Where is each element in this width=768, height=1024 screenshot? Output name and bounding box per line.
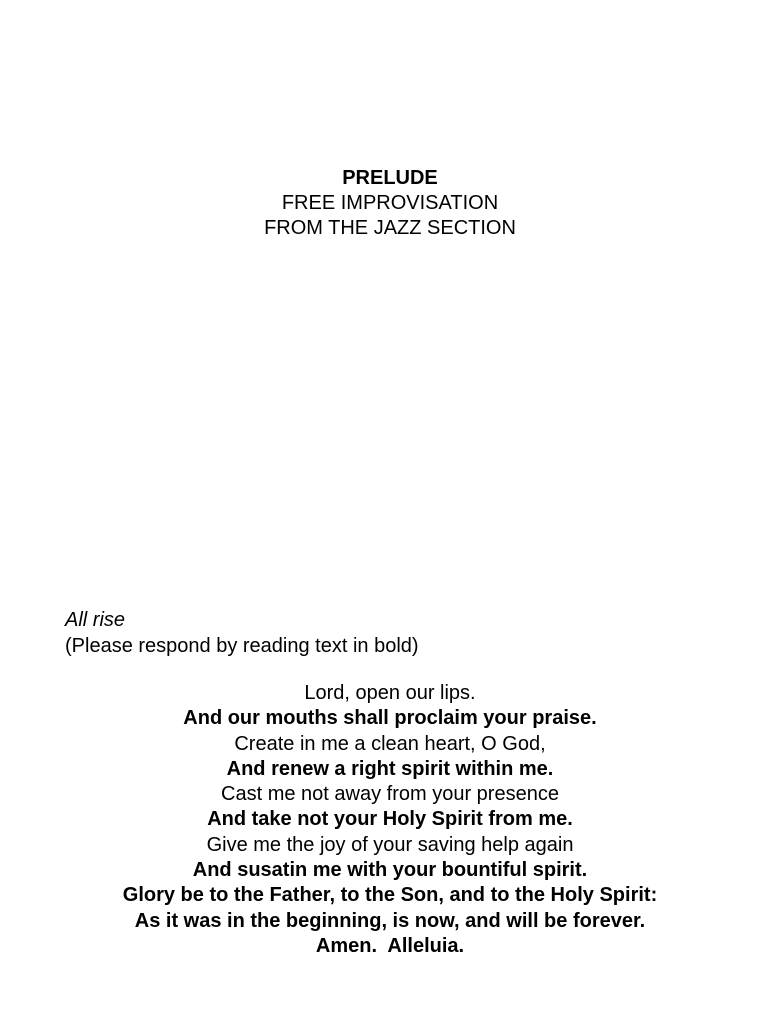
leader-line: Create in me a clean heart, O God, [234, 732, 546, 755]
congregation-response-line: Glory be to the Father, to the Son, and to the Holy Spirit: [122, 884, 658, 907]
congregation-response-line: And take not your Holy Spirit from me. [207, 808, 573, 831]
congregation-response-line: And renew a right spirit within me. [226, 757, 554, 780]
leader-line: Give me the joy of your saving help again [206, 833, 574, 856]
prelude-title: PRELUDE [342, 167, 438, 189]
congregation-response-line: Amen. Alleluia. [315, 934, 465, 957]
leader-line: Cast me not away from your presence [221, 783, 559, 806]
prelude-subtitle-line-2: FROM THE JAZZ SECTION [264, 217, 516, 239]
leader-line: Lord, open our lips. [304, 682, 476, 704]
prelude-subtitle-line-1: FREE IMPROVISATION [281, 192, 499, 214]
all-rise-instruction: All rise [65, 609, 126, 631]
respond-instruction: (Please respond by reading text in bold) [65, 635, 419, 657]
responsive-reading [0, 681, 768, 959]
congregation-response-line: As it was in the beginning, is now, and will be forever. [134, 909, 646, 932]
congregation-response-line: And susatin me with your bountiful spirit. [192, 859, 588, 882]
instructions [65, 607, 419, 659]
prelude-section [0, 166, 768, 241]
congregation-response-line: And our mouths shall proclaim your praise. [183, 707, 597, 730]
